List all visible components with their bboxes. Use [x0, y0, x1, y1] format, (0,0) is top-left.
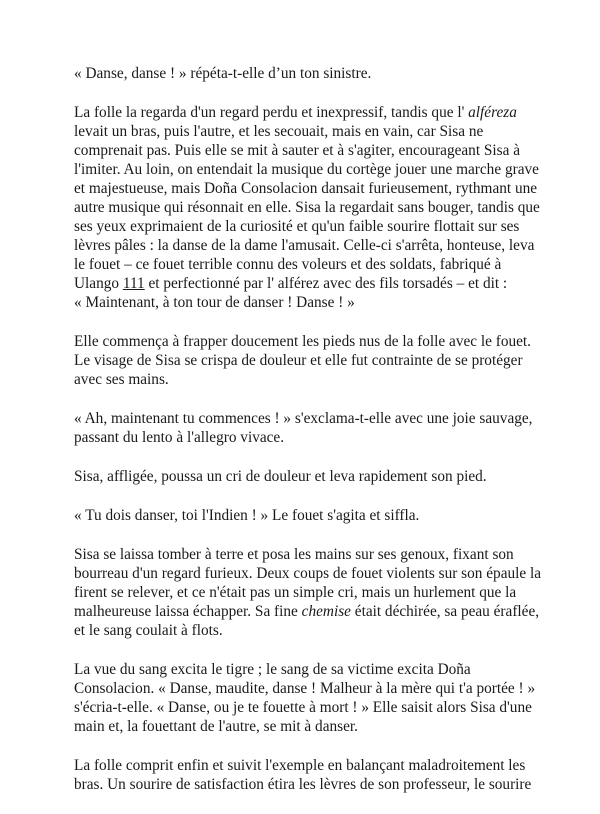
- text-segment: levait un bras, puis l'autre, et les secouait, mais en vain, car Sisa ne: [74, 123, 484, 140]
- text-segment: Sisa, affligée, poussa un cri de douleur et leva rapidement son pied.: [74, 468, 487, 485]
- paragraph: [74, 409, 534, 447]
- text-line: [74, 351, 534, 370]
- text-line: [74, 64, 534, 83]
- text-line: [74, 679, 534, 698]
- paragraph: [74, 660, 534, 736]
- text-line: [74, 198, 540, 217]
- text-line: [74, 370, 534, 389]
- text-segment: Consolacion. « Danse, maudite, danse ! Malheur à la mère qui t'a portée ! »: [74, 680, 536, 697]
- text-segment: main et, la fouettant de l'autre, se mit à danser.: [74, 718, 358, 735]
- text-segment: « Maintenant, à ton tour de danser ! Danse ! »: [74, 294, 355, 311]
- text-line: [74, 141, 534, 160]
- text-line: [74, 602, 540, 621]
- text-line: [74, 160, 539, 179]
- text-line: [74, 775, 534, 794]
- text-line: [74, 293, 534, 312]
- italic-term: alféreza: [468, 104, 517, 121]
- text-segment: lèvres pâles : la danse de la dame l'amusait. Celle-ci s'arrêta, honteuse, leva: [74, 237, 535, 254]
- text-segment: malheureuse laissa échapper. Sa fine: [74, 603, 302, 620]
- text-segment: avec ses mains.: [74, 371, 169, 388]
- text-segment: était déchirée, sa peau éraflée,: [350, 603, 540, 620]
- text-segment: « Danse, danse ! » répéta-t-elle d’un ton sinistre.: [74, 65, 372, 82]
- text-segment: bourreau d'un regard furieux. Deux coups de fouet violents sur son épaule la: [74, 565, 542, 582]
- text-segment: La folle la regarda d'un regard perdu et inexpressif, tandis que l': [74, 104, 469, 121]
- text-segment: s'écria-t-elle. « Danse, ou je te fouette à mort ! » Elle saisit alors Sisa d'une: [74, 699, 532, 716]
- text-line: [74, 122, 534, 141]
- text-segment: Le visage de Sisa se crispa de douleur et elle fut contrainte de se protéger: [74, 352, 523, 369]
- text-line: [74, 255, 534, 274]
- text-line: [74, 660, 534, 679]
- text-line: [74, 217, 534, 236]
- text-segment: Ulango: [74, 275, 123, 292]
- text-line: [74, 506, 534, 525]
- footnote-link[interactable]: 111: [122, 275, 145, 292]
- text-segment: l'imiter. Au loin, on entendait la musique du cortège jouer une marche grave: [74, 161, 539, 178]
- text-segment: et le sang coulait à flots.: [74, 622, 223, 639]
- paragraph: [74, 64, 534, 83]
- paragraph: [74, 103, 540, 312]
- text-segment: autre musique qui résonnait en elle. Sisa la regardait sans bouger, tandis que: [74, 199, 540, 216]
- text-segment: Sisa se laissa tomber à terre et posa les mains sur ses genoux, fixant son: [74, 546, 514, 563]
- text-line: [74, 621, 534, 640]
- text-line: [74, 717, 534, 736]
- text-segment: firent se relever, et ce n'était pas un simple cri, mais un hurlement que la: [74, 584, 517, 601]
- text-line: [74, 756, 534, 775]
- paragraph: [74, 506, 534, 525]
- text-line: [74, 583, 534, 602]
- document-body: [74, 64, 542, 814]
- italic-term: chemise: [301, 603, 351, 620]
- text-segment: passant du lento à l'allegro vivace.: [74, 429, 285, 446]
- text-segment: le fouet – ce fouet terrible connu des voleurs et des soldats, fabriqué à: [74, 256, 502, 273]
- text-line: [74, 698, 534, 717]
- paragraph: [74, 332, 534, 389]
- text-line: [74, 332, 534, 351]
- text-segment: La folle comprit enfin et suivit l'exemple en balançant maladroitement les: [74, 757, 526, 774]
- text-line: [74, 467, 534, 486]
- text-line: [74, 179, 538, 198]
- text-segment: « Tu dois danser, toi l'Indien ! » Le fouet s'agita et siffla.: [74, 507, 420, 524]
- text-line: [74, 545, 534, 564]
- text-line: [74, 274, 534, 293]
- text-line: [74, 564, 542, 583]
- text-segment: comprenait pas. Puis elle se mit à sauter et à s'agiter, encourageant Sisa à: [74, 142, 521, 159]
- text-line: [74, 428, 534, 447]
- text-segment: Elle commença à frapper doucement les pieds nus de la folle avec le fouet.: [74, 333, 532, 350]
- text-line: [74, 103, 534, 122]
- paragraph: [74, 756, 534, 794]
- text-segment: bras. Un sourire de satisfaction étira les lèvres de son professeur, le sourire: [74, 776, 532, 793]
- text-segment: et majestueuse, mais Doña Consolacion dansait furieusement, rythmant une: [74, 180, 538, 197]
- paragraph: [74, 545, 542, 640]
- text-segment: La vue du sang excita le tigre ; le sang de sa victime excita Doña: [74, 661, 471, 678]
- text-line: [74, 236, 534, 255]
- text-segment: « Ah, maintenant tu commences ! » s'exclama-t-elle avec une joie sauvage,: [74, 410, 533, 427]
- text-line: [74, 409, 534, 428]
- text-segment: et perfectionné par l' alférez avec des fils torsadés – et dit :: [144, 275, 508, 292]
- text-segment: ses yeux exprimaient de la curiosité et qu'un faible sourire flottait sur ses: [74, 218, 520, 235]
- paragraph: [74, 467, 534, 486]
